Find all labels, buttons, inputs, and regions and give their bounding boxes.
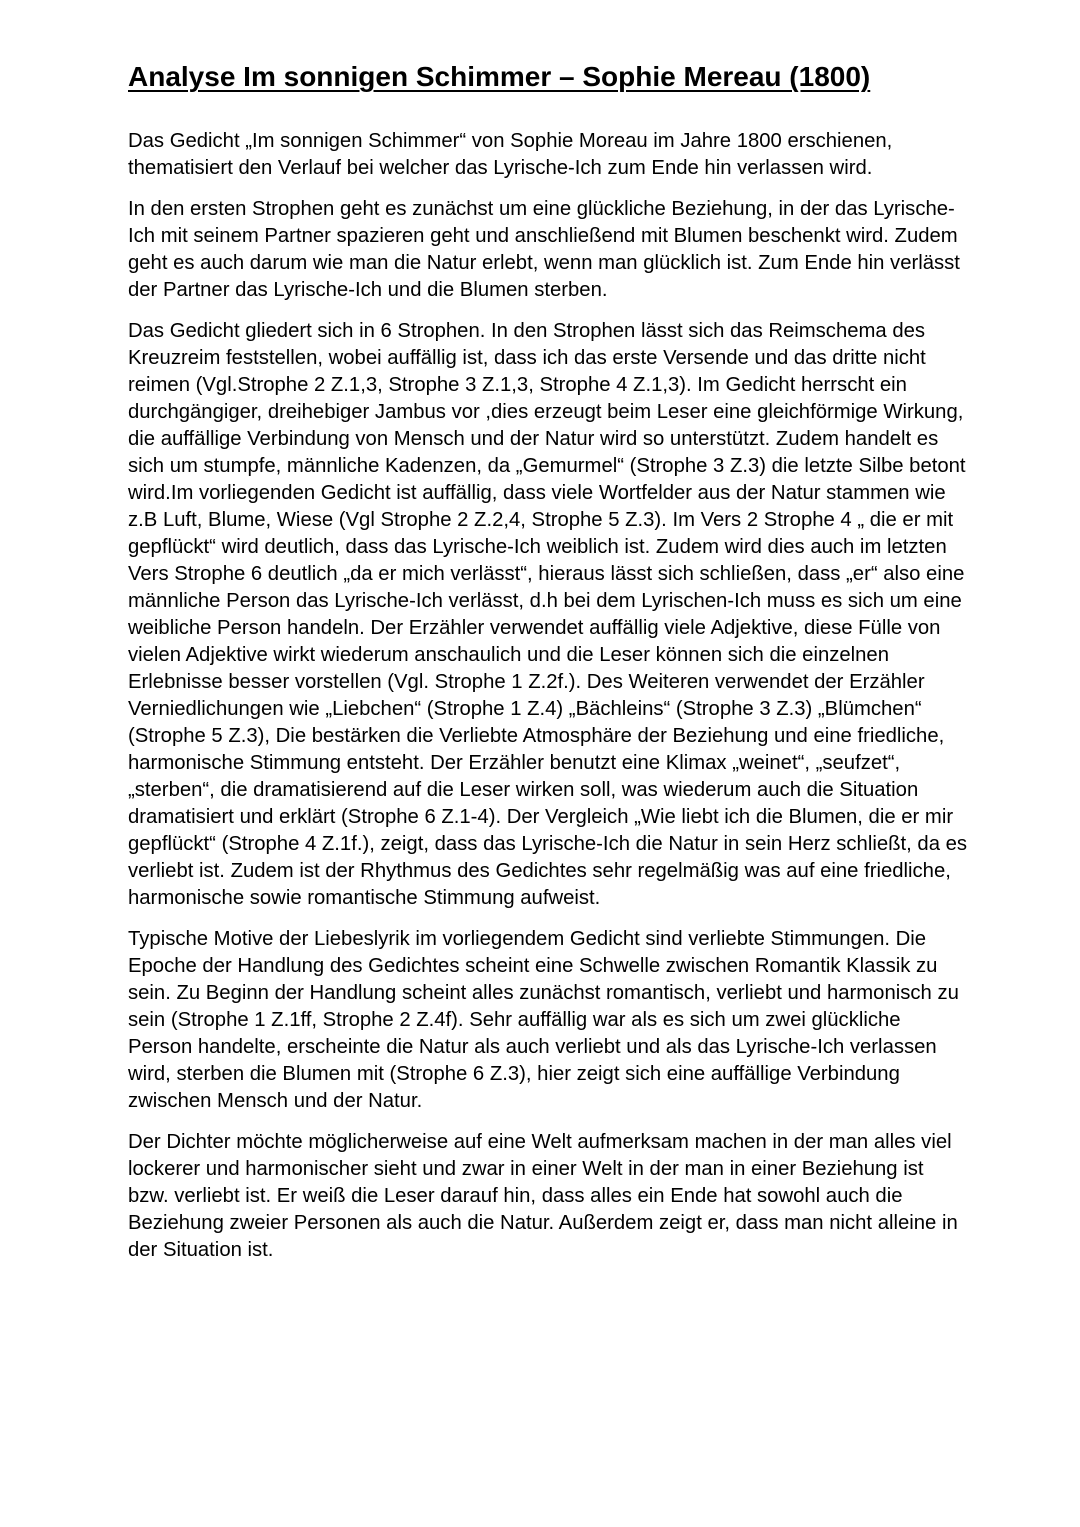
paragraph-formal-analysis: Das Gedicht gliedert sich in 6 Strophen. In den Strophen lässt sich das Reimschema des Kreuzreim feststellen, wobei auffällig ist, dass ich das erste Versende und das dritte nicht reimen (Vgl.Strophe 2 Z.1,3, Strophe 3 Z.1,3, Strophe 4 Z.1,3). Im Gedicht herrscht ein durchgängiger, dreihebiger Jambus vor ,dies erzeugt beim Leser eine gleichförmige Wirkung, die auffällige Verbindung von Mensch und der Natur wird so unterstützt. Zudem handelt es sich um stumpfe, männliche Kadenzen, da „Gemurmel“ (Strophe 3 Z.3) die letzte Silbe betont wird.Im vorliegenden Gedicht ist auffällig, dass viele Wortfelder aus der Natur stammen wie z.B Luft, Blume, Wiese (Vgl Strophe 2 Z.2,4, Strophe 5 Z.3). Im Vers 2 Strophe 4 „ die er mit gepflückt“ wird deutlich, dass das Lyrische-Ich weiblich ist. Zudem wird dies auch im letzten Vers Strophe 6 deutlich „da er mich verlässt“, hieraus lässt sich schließen, dass „er“ also eine männliche Person das Lyrische-Ich verlässt, d.h bei dem Lyrischen-Ich muss es sich um eine weibliche Person handeln. Der Erzähler verwendet auffällig viele Adjektive, diese Fülle von vielen Adjektive wirkt wiederum anschaulich und die Leser können sich die einzelnen Erlebnisse besser vorstellen (Vgl. Strophe 1 Z.2f.). Des Weiteren verwendet der Erzähler Verniedlichungen wie „Liebchen“ (Strophe 1 Z.4) „Bächleins“ (Strophe 3 Z.3) „Blümchen“ (Strophe 5 Z.3), Die bestärken die Verliebte Atmosphäre der Beziehung und eine friedliche, harmonische Stimmung entsteht. Der Erzähler benutzt eine Klimax „weinet“, „seufzet“, „sterben“, die dramatisierend auf die Leser wirken soll, was wiederum auch die Situation dramatisiert und erklärt (Strophe 6 Z.1-4). Der Vergleich „Wie liebt ich die Blumen, die er mir gepflückt“ (Strophe 4 Z.1f.), zeigt, dass das Lyrische-Ich die Natur in sein Herz schließt, da es verliebt ist. Zudem ist der Rhythmus des Gedichtes sehr regelmäßig was auf eine friedliche, harmonische sowie romantische Stimmung aufweist. [128, 320, 968, 909]
paragraph-conclusion: Der Dichter möchte möglicherweise auf eine Welt aufmerksam machen in der man alles viel lockerer und harmonischer sieht und zwar in einer Welt in der man in einer Beziehung ist bzw. verliebt ist. Er weiß die Leser darauf hin, dass alles ein Ende hat sowohl auch die Beziehung zweier Personen als auch die Natur. Außerdem zeigt er, dass man nicht alleine in der Situation ist. [128, 1131, 958, 1261]
document-title: Analyse Im sonnigen Schimmer – Sophie Mereau (1800) [128, 61, 871, 92]
document-page [128, 60, 968, 1264]
paragraph-introduction: Das Gedicht „Im sonnigen Schimmer“ von Sophie Moreau im Jahre 1800 erschienen, thematisiert den Verlauf bei welcher das Lyrische-Ich zum Ende hin verlassen wird. [128, 130, 893, 179]
paragraph-content-summary: In den ersten Strophen geht es zunächst um eine glückliche Beziehung, in der das Lyrische-Ich mit seinem Partner spazieren geht und anschließend mit Blumen beschenkt wird. Zudem geht es auch darum wie man die Natur erlebt, wenn man glücklich ist. Zum Ende hin verlässt der Partner das Lyrische-Ich und die Blumen sterben. [128, 198, 960, 301]
paragraph-motifs-and-epoch: Typische Motive der Liebeslyrik im vorliegendem Gedicht sind verliebte Stimmungen. Die Epoche der Handlung des Gedichtes scheint eine Schwelle zwischen Romantik Klassik zu sein. Zu Beginn der Handlung scheint alles zunächst romantisch, verliebt und harmonisch zu sein (Strophe 1 Z.1ff, Strophe 2 Z.4f). Sehr auffällig war als es sich um zwei glückliche Person handelte, erscheinte die Natur als auch verliebt und als das Lyrische-Ich verlassen wird, sterben die Blumen mit (Strophe 6 Z.3), hier zeigt sich eine auffällige Verbindung zwischen Mensch und der Natur. [128, 928, 959, 1112]
